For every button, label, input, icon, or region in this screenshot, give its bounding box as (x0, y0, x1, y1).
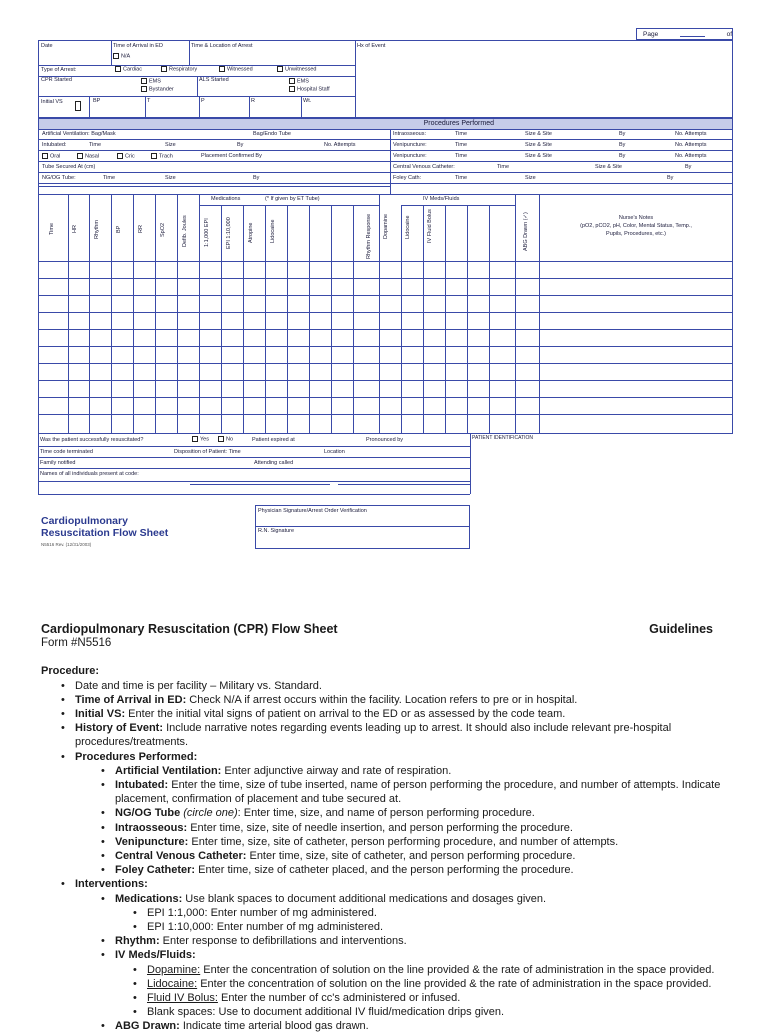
resp-label: R (251, 98, 255, 104)
form-name-line1: Cardiopulmonary (41, 515, 128, 527)
list-item: • Rhythm: Enter response to defibrillations and interventions. (101, 934, 731, 948)
cvc-size-site-label: Size & Site (595, 164, 622, 170)
col-lidocaine-iv: Lidocaine (405, 215, 411, 239)
no-checkbox[interactable] (218, 436, 224, 442)
initial-vs-checkbox[interactable] (75, 101, 81, 111)
intraosseous-label: Intraosseous: (393, 131, 427, 137)
guidelines-title-row (41, 622, 731, 636)
family-notified-label: Family notified (40, 460, 76, 466)
oral-checkbox[interactable] (42, 153, 48, 159)
list-item: • Intraosseous: Enter time, size, site of needle insertion, and person performing the procedure. (101, 821, 731, 835)
trach-option[interactable]: Trach (151, 153, 173, 159)
col-abg-drawn: ABG Drawn (✓) (523, 212, 529, 251)
resuscitated-yes[interactable]: Yes (192, 436, 209, 442)
arrest-location-label: Time & Location of Arrest (191, 43, 253, 49)
na-option[interactable]: N/A (113, 53, 130, 59)
list-item: • Intubated: Enter the time, size of tube inserted, name of person performing the procedure, and number of attempts. Indicate placement, confirmation of placement and tube secured at. (101, 778, 731, 806)
page-number-field[interactable] (680, 31, 704, 37)
foley-cath-label: Foley Cath: (393, 175, 422, 181)
io-attempts-label: No. Attempts (675, 131, 707, 137)
pulse-label: P (201, 98, 205, 104)
list-item: • Fluid IV Bolus: Enter the number of cc's administered or infused. (133, 991, 731, 1005)
col-dopamine: Dopamine (383, 213, 389, 239)
oral-option[interactable]: Oral (42, 153, 60, 159)
ngog-by-label: By (253, 175, 260, 181)
col-time: Time (49, 222, 55, 235)
hospital-staff-option[interactable]: Hospital Staff (289, 86, 330, 92)
na-checkbox[interactable] (113, 53, 119, 59)
names-present-label: Names of all individuals present at code: (40, 471, 139, 477)
cvc-by-label: By (685, 164, 692, 170)
arrest-header-section (38, 40, 733, 118)
als-ems-checkbox[interactable] (289, 78, 295, 84)
als-started-label: ALS Started (199, 77, 229, 83)
flow-grid (38, 194, 733, 434)
interventions-list (75, 892, 731, 1034)
physician-signature-label: Physician Signature/Arrest Order Verification (258, 508, 367, 514)
foley-size-label: Size (525, 175, 536, 181)
type-of-arrest-label: Type of Arrest: (41, 67, 77, 73)
resuscitated-no[interactable]: No (218, 436, 233, 442)
iv-meds-sublist (115, 963, 731, 1020)
cpr-ems-option[interactable]: EMS (141, 78, 161, 84)
col-epi-1-10000: EPI 1:10,000 (226, 217, 232, 249)
ngog-size-label: Size (165, 175, 176, 181)
list-item: • Lidocaine: Enter the concentration of solution on the line provided & the rate of administration in the space provided. (133, 977, 731, 991)
disposition-location-label: Location (324, 449, 345, 455)
procedure-heading: Procedure: (41, 665, 100, 678)
medications-header: Medications (211, 196, 241, 202)
form-footer (38, 434, 733, 506)
pronounced-by-label: Pronounced by (366, 437, 403, 443)
signature-box (255, 505, 470, 549)
rn-signature-label: R.N. Signature (258, 528, 295, 534)
col-atropine: Atropine (248, 222, 254, 243)
venipuncture-1-label: Venipuncture: (393, 142, 427, 148)
nurses-notes-header: Nurse's Notes (618, 215, 654, 221)
io-size-site-label: Size & Site (525, 131, 552, 137)
col-defib-joules: Defib. Joules (182, 215, 188, 247)
medications-sublist (115, 906, 731, 934)
bp-label: BP (93, 98, 101, 104)
list-item: • Medications: Use blank spaces to document additional medications and dosages given. • EPI 1:1,000: Enter number of mg administered. • EPI 1:10,000: Enter number of mg administered. (101, 892, 731, 935)
procedures-performed-title: Procedures Performed (38, 118, 733, 130)
procedures-performed-list (75, 764, 731, 878)
list-item: • History of Event: Include narrative notes regarding events leading up to arrest. It should also include relevant pre-hospital procedures/treatments. (61, 721, 731, 749)
intubated-by-label: By (237, 142, 244, 148)
respiratory-option[interactable]: Respiratory (161, 66, 197, 72)
attending-called-label: Attending called (254, 460, 294, 466)
page-label: Page (643, 30, 659, 38)
list-item: • Artificial Ventilation: Enter adjunctive airway and rate of respiration. (101, 764, 731, 778)
yes-checkbox[interactable] (192, 436, 198, 442)
bystander-checkbox[interactable] (141, 86, 147, 92)
veni2-by-label: By (619, 153, 626, 159)
col-bp: BP (116, 225, 122, 233)
nasal-checkbox[interactable] (77, 153, 83, 159)
foley-time-label: Time (455, 175, 468, 181)
nurses-notes-sub: (pO2, pCO2, pH, Color, Mental Status, Temp., (580, 223, 692, 229)
venipuncture-2-label: Venipuncture: (393, 153, 427, 159)
veni2-size-site-label: Size & Site (525, 153, 552, 159)
unwitnessed-option[interactable]: Unwitnessed (277, 66, 317, 72)
list-item: • Venipuncture: Enter time, size, site of catheter, person performing procedure, and number of attempts. (101, 835, 731, 849)
form-revision: N5516 Rev. (12/31/2003) (41, 542, 92, 547)
list-item: • Dopamine: Enter the concentration of solution on the line provided & the rate of administration in the space provided. (133, 963, 731, 977)
intubated-attempts-label: No. Attempts (324, 142, 356, 148)
disposition-label: Disposition of Patient: Time (174, 449, 241, 455)
list-item: • ABG Drawn: Indicate time arterial blood gas drawn. (101, 1019, 731, 1033)
list-item: • Date and time is per facility – Military vs. Standard. (61, 679, 731, 693)
list-item: • Time of Arrival in ED: Check N/A if arrest occurs within the facility. Location refers to pre or in hospital. (61, 693, 731, 707)
intubated-size-label: Size (165, 142, 176, 148)
veni1-size-site-label: Size & Site (525, 142, 552, 148)
iv-meds-header: IV Meds/Fluids (423, 196, 460, 202)
initial-vs-label: Initial VS (41, 99, 63, 105)
cric-checkbox[interactable] (117, 153, 123, 159)
temp-label: T (147, 98, 151, 104)
ngog-time-label: Time (103, 175, 116, 181)
et-tube-note: (* If given by ET Tube) (265, 196, 320, 202)
cvc-label: Central Venous Catheter: (393, 164, 455, 170)
witnessed-checkbox[interactable] (219, 66, 225, 72)
patient-identification-label: PATIENT IDENTIFICATION (472, 435, 534, 441)
tube-secured-label: Tube Secured At (cm) (42, 164, 96, 170)
form-name-line2: Resuscitation Flow Sheet (41, 527, 169, 539)
hospital-staff-checkbox[interactable] (289, 86, 295, 92)
cpr-started-label: CPR Started (41, 77, 72, 83)
veni1-by-label: By (619, 142, 626, 148)
cardiac-checkbox[interactable] (115, 66, 121, 72)
veni1-time-label: Time (455, 142, 468, 148)
veni2-time-label: Time (455, 153, 468, 159)
nurses-notes-sub2: Pupils, Procedures, etc.) (606, 231, 666, 237)
bag-endo-tube-label: Bag/Endo Tube (253, 131, 291, 137)
cvc-time-label: Time (497, 164, 510, 170)
io-time-label: Time (455, 131, 468, 137)
als-ems-option[interactable]: EMS (289, 78, 309, 84)
of-label: of (726, 30, 732, 38)
list-item: • Blank spaces: Use to document additional IV fluid/medication drips given. (133, 1005, 731, 1019)
veni1-attempts-label: No. Attempts (675, 142, 707, 148)
form-name (41, 515, 168, 539)
trach-checkbox[interactable] (151, 153, 157, 159)
unwitnessed-checkbox[interactable] (277, 66, 283, 72)
placement-confirmed-label: Placement Confirmed By (201, 153, 262, 159)
procedure-list (41, 679, 731, 1034)
procedures-section (38, 130, 733, 194)
col-rhythm-response: Rhythm Response (366, 213, 372, 259)
bystander-option[interactable]: Bystander (141, 86, 174, 92)
arrival-label: Time of Arrival in ED (113, 43, 163, 49)
col-rr: RR (138, 225, 144, 233)
ngog-tube-label: NG/OG Tube: (42, 175, 76, 181)
list-item: • EPI 1:1,000: Enter number of mg administered. (133, 906, 731, 920)
col-epi-1-1000: 1:1,000 EPI (204, 218, 210, 247)
form-number: Form #N5516 (41, 637, 112, 650)
list-item: • EPI 1:10,000: Enter number of mg administered. (133, 920, 731, 934)
list-item: • Foley Catheter: Enter time, size of catheter placed, and the person performing the procedure. (101, 863, 731, 877)
col-hr: HR (72, 225, 78, 233)
list-item: • Central Venous Catheter: Enter time, size, site of catheter, and person performing procedure. (101, 849, 731, 863)
list-item: • Initial VS: Enter the initial vital signs of patient on arrival to the ED or as assessed by the code team. (61, 707, 731, 721)
col-lidocaine: Lidocaine (270, 219, 276, 243)
col-rhythm: Rhythm (94, 220, 100, 239)
guidelines-label: Guidelines (649, 622, 713, 636)
cpr-ems-checkbox[interactable] (141, 78, 147, 84)
intubated-label: Intubated: (42, 142, 67, 148)
witnessed-option[interactable]: Witnessed (219, 66, 253, 72)
expired-at-label: Patient expired at (252, 437, 295, 443)
veni2-attempts-label: No. Attempts (675, 153, 707, 159)
foley-by-label: By (667, 175, 674, 181)
list-item: • Interventions: • Medications: Use blank spaces to document additional medications and dosages given. • EPI 1:1,000: Enter number of mg administered. • EPI 1:10,000: Enter number of mg administered. • Rhythm: Enter response to defibrillations and interventions. • IV Meds/Fluids: • Dopamine: Enter the concentration of solution on the line provided & the rate of administration in the space provided. • Lidocaine: Enter the concentration of solution on the line provided & the rate of administration in the space provided. • Fluid IV Bolus: Enter the number of cc's administered or infused. • Blank spaces: Use to document additional IV fluid/medication drips given. • ABG Drawn: Indicate time arterial blood gas drawn. (61, 877, 731, 1033)
guidelines-title: Cardiopulmonary Resuscitation (CPR) Flow Sheet (41, 622, 338, 636)
io-by-label: By (619, 131, 626, 137)
guidelines-section (41, 622, 731, 1034)
list-item: • NG/OG Tube (circle one): Enter time, size, and name of person performing procedure. (101, 806, 731, 820)
intubated-time-label: Time (89, 142, 102, 148)
list-item: • Procedures Performed: • Artificial Ventilation: Enter adjunctive airway and rate of respiration. • Intubated: Enter the time, size of tube inserted, name of person performing the procedure, and number of attempts. Indicate placement, confirmation of placement and tube secured at. • NG/OG Tube (circle one): Enter time, size, and name of person performing procedure. • Intraosseous: Enter time, size, site of needle insertion, and person performing the procedure. • Venipuncture: Enter time, size, site of catheter, person performing procedure, and number of attempts. • Central Venous Catheter: Enter time, size, site of catheter, and person performing procedure. • Foley Catheter: Enter time, size of catheter placed, and the person performing the procedure. (61, 750, 731, 878)
weight-label: Wt. (303, 98, 312, 104)
cric-option[interactable]: Cric (117, 153, 135, 159)
page-number-box (636, 28, 733, 40)
date-label: Date (41, 43, 53, 49)
resuscitated-question: Was the patient successfully resuscitated? (40, 437, 144, 443)
respiratory-checkbox[interactable] (161, 66, 167, 72)
artificial-ventilation-label: Artificial Ventilation: Bag/Mask (42, 131, 116, 137)
nasal-option[interactable]: Nasal (77, 153, 99, 159)
cardiac-option[interactable]: Cardiac (115, 66, 142, 72)
hx-of-event-label: Hx of Event (357, 43, 386, 49)
col-spo2: SpO2 (160, 222, 166, 237)
code-terminated-label: Time code terminated (40, 449, 93, 455)
list-item: • IV Meds/Fluids: • Dopamine: Enter the concentration of solution on the line provided & the rate of administration in the space provided. • Lidocaine: Enter the concentration of solution on the line provided & the rate of administration in the space provided. • Fluid IV Bolus: Enter the number of cc's administered or infused. • Blank spaces: Use to document additional IV fluid/medication drips given. (101, 948, 731, 1019)
col-iv-fluid-bolus: IV Fluid Bolus (427, 209, 433, 243)
